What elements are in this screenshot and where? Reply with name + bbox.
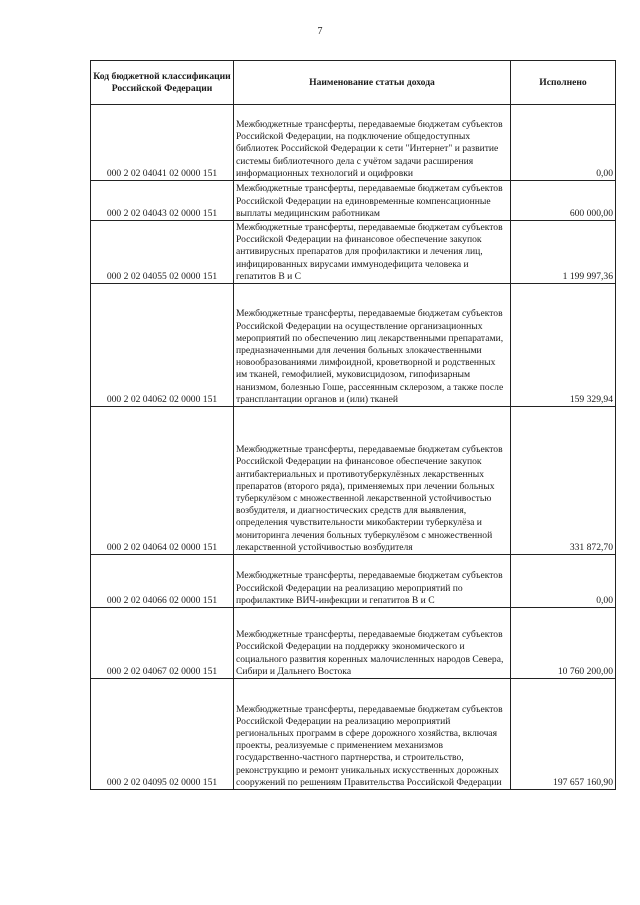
row-code: 000 2 02 04066 02 0000 151 [91, 555, 234, 608]
row-amount: 0,00 [511, 105, 616, 181]
table-header-row [91, 61, 616, 105]
row-amount: 331 872,70 [511, 407, 616, 555]
row-amount: 0,00 [511, 555, 616, 608]
table-row [91, 555, 616, 608]
row-amount: 10 760 200,00 [511, 608, 616, 679]
header-income-name: Наименование статьи дохода [234, 61, 511, 105]
row-amount: 1 199 997,36 [511, 221, 616, 284]
table-row [91, 608, 616, 679]
row-name: Межбюджетные трансферты, передаваемые бюджетам субъектов Российской Федерации на осуществление организационных мероприятий по обеспечению лиц лекарственными препаратами, предназначенными для лечения больных злокачественными новообразованиями лимфоидной, кроветворной и родственных им тканей, гемофилией, муковисцидозом, гипофизарным нанизмом, болезнью Гоше, рассеянным склерозом, а также после трансплантации органов и (или) тканей [234, 284, 511, 407]
row-name: Межбюджетные трансферты, передаваемые бюджетам субъектов Российской Федерации, на подключение общедоступных библиотек Российской Федерации к сети "Интернет" и развитие системы библиотечного дела с учётом задачи расширения информационных технологий и оцифровки [234, 105, 511, 181]
row-name: Межбюджетные трансферты, передаваемые бюджетам субъектов Российской Федерации на единовременные компенсационные выплаты медицинским работникам [234, 181, 511, 221]
table-row [91, 105, 616, 181]
page-number: 7 [317, 26, 323, 37]
row-code: 000 2 02 04095 02 0000 151 [91, 679, 234, 790]
row-name: Межбюджетные трансферты, передаваемые бюджетам субъектов Российской Федерации на финансовое обеспечение закупок антивирусных препаратов для профилактики и лечения лиц, инфицированных вирусами иммунодефицита человека и гепатитов В и С [234, 221, 511, 284]
table-row [91, 181, 616, 221]
header-executed-amount: Исполнено [511, 61, 616, 105]
table-row [91, 407, 616, 555]
table-row [91, 679, 616, 790]
row-code: 000 2 02 04067 02 0000 151 [91, 608, 234, 679]
row-name: Межбюджетные трансферты, передаваемые бюджетам субъектов Российской Федерации на реализацию мероприятий по профилактике ВИЧ-инфекции и гепатитов В и С [234, 555, 511, 608]
header-budget-code: Код бюджетной классификации Российской Федерации [91, 61, 234, 105]
row-code: 000 2 02 04062 02 0000 151 [91, 284, 234, 407]
budget-income-table [90, 60, 616, 790]
row-amount: 600 000,00 [511, 181, 616, 221]
row-name: Межбюджетные трансферты, передаваемые бюджетам субъектов Российской Федерации на поддержку экономического и социального развития коренных малочисленных народов Севера, Сибири и Дальнего Востока [234, 608, 511, 679]
row-code: 000 2 02 04043 02 0000 151 [91, 181, 234, 221]
table-row [91, 221, 616, 284]
row-amount: 197 657 160,90 [511, 679, 616, 790]
row-code: 000 2 02 04064 02 0000 151 [91, 407, 234, 555]
row-code: 000 2 02 04055 02 0000 151 [91, 221, 234, 284]
row-code: 000 2 02 04041 02 0000 151 [91, 105, 234, 181]
row-name: Межбюджетные трансферты, передаваемые бюджетам субъектов Российской Федерации на финансовое обеспечение закупок антибактериальных и противотуберкулёзных лекарственных препаратов (второго ряда), применяемых при лечении больных туберкулёзом с множественной лекарственной устойчивостью возбудителя, и диагностических средств для выявления, определения чувствительности микобактерии туберкулёза и мониторинга лечения больных туберкулёзом с множественной лекарственной устойчивостью возбудителя [234, 407, 511, 555]
row-name: Межбюджетные трансферты, передаваемые бюджетам субъектов Российской Федерации на реализацию мероприятий региональных программ в сфере дорожного хозяйства, включая проекты, реализуемые с применением механизмов государственно-частного партнерства, и строительство, реконструкцию и ремонт уникальных искусственных дорожных сооружений по решениям Правительства Российской Федерации [234, 679, 511, 790]
row-amount: 159 329,94 [511, 284, 616, 407]
table-row [91, 284, 616, 407]
